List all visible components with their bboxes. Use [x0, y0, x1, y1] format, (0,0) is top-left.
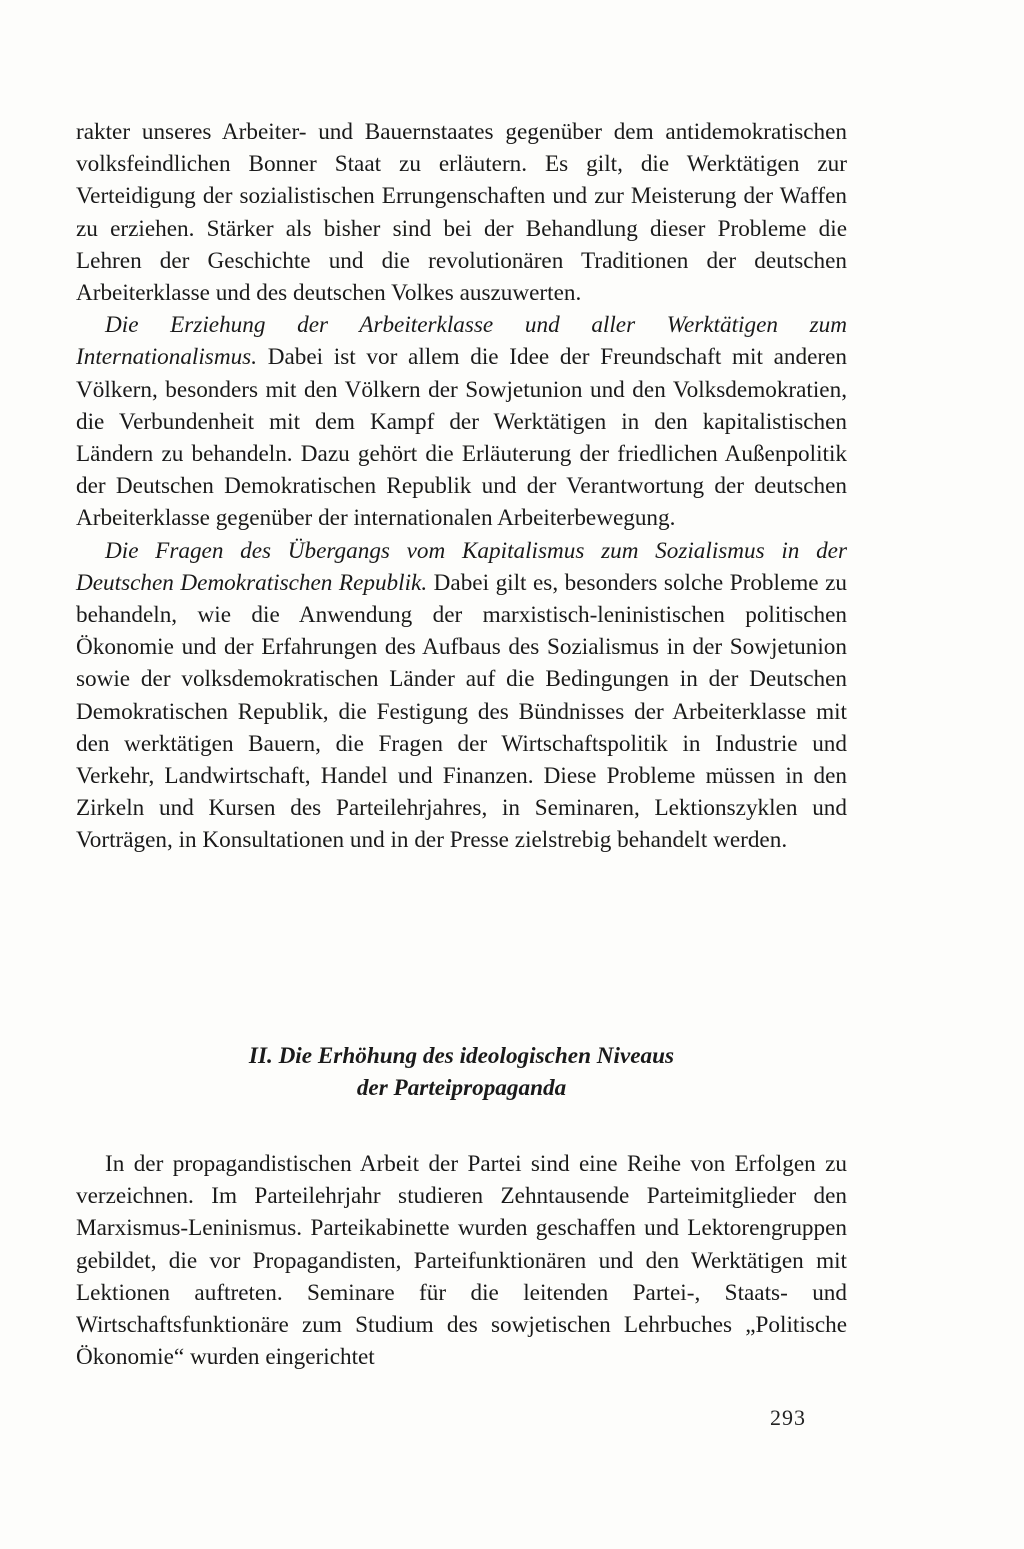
paragraph-3-lead: Die Fragen des Übergangs vom Kapitalismus zum Sozialismus in der Deutschen Demokratischen Republik. — [76, 537, 847, 596]
paragraph-2 — [76, 309, 847, 534]
paragraph-2-lead: Die Erziehung der Arbeiterklasse und aller Werktätigen zum Internationalismus. — [76, 312, 847, 371]
page-number: 293 — [770, 1405, 806, 1430]
paragraph-4: In der propagandistischen Arbeit der Partei sind eine Reihe von Erfolgen zu verzeichnen. Im Parteilehrjahr studieren Zehntausende Parteimitglieder den Marxismus-Leninismus. Parteikabinette wurden geschaffen und Lektorengruppen gebildet, die vor Propagandisten, Parteifunktionären und den Werktätigen mit Lektionen auftreten. Seminare für die leitenden Partei-, Staats- und Wirtschaftsfunktionäre zum Studium des sowjetischen Lehrbuches „Politische Ökonomie“ wurden eingerichtet — [76, 1151, 847, 1371]
paragraph-1-text: rakter unseres Arbeiter- und Bauernstaates gegenüber dem antidemokratischen volksfeindlichen Bonner Staat zu erläutern. Es gilt, die Werktätigen zur Verteidigung der sozialistischen Errungenschaften und zur Meisterung der Waffen zu erziehen. Stärker als bisher sind bei der Behandlung dieser Probleme die Lehren der Geschichte und die revolutionären Traditionen der deutschen Arbeiterklasse und des deutschen Volkes auszuwerten. — [76, 119, 847, 307]
paragraph-1 — [76, 116, 847, 309]
body-text-bottom — [76, 1148, 847, 1373]
section-heading — [76, 1040, 847, 1104]
paragraph-3-text: Dabei gilt es, besonders solche Probleme zu behandeln, wie die Anwendung der marxistisch-leninistischen politischen Ökonomie und der Erfahrungen des Aufbaus des Sozialismus in der Sowjetunion sowie der volksdemokratischen Länder auf die Bedingungen in der Deutschen Demokratischen Republik, die Festigung des Bündnisses der Arbeiterklasse mit den werktätigen Bauern, die Fragen der Wirtschaftspolitik in Industrie und Verkehr, Landwirtschaft, Handel und Finanzen. Diese Probleme müssen in den Zirkeln und Kursen des Parteilehrjahres, in Seminaren, Lektionszyklen und Vorträgen, in Konsultationen und in der Presse zielstrebig behandelt werden. — [76, 569, 847, 854]
paragraph-3 — [76, 535, 847, 857]
section-heading-line-2: der Parteipropaganda — [356, 1075, 567, 1101]
paragraph-2-text: Dabei ist vor allem die Idee der Freundschaft mit anderen Völkern, besonders mit den Völkern der Sowjetunion und den Volksdemokratien, die Verbundenheit mit dem Kampf der Werktätigen in den kapitalistischen Ländern zu behandeln. Dazu gehört die Erläuterung der friedlichen Außenpolitik der Deutschen Demokratischen Republik und der Verantwortung der deutschen Arbeiterklasse gegenüber der internationalen Arbeiterbewegung. — [76, 344, 847, 532]
body-text-top — [76, 116, 847, 857]
section-heading-line-1: II. Die Erhöhung des ideologischen Niveaus — [248, 1043, 675, 1069]
